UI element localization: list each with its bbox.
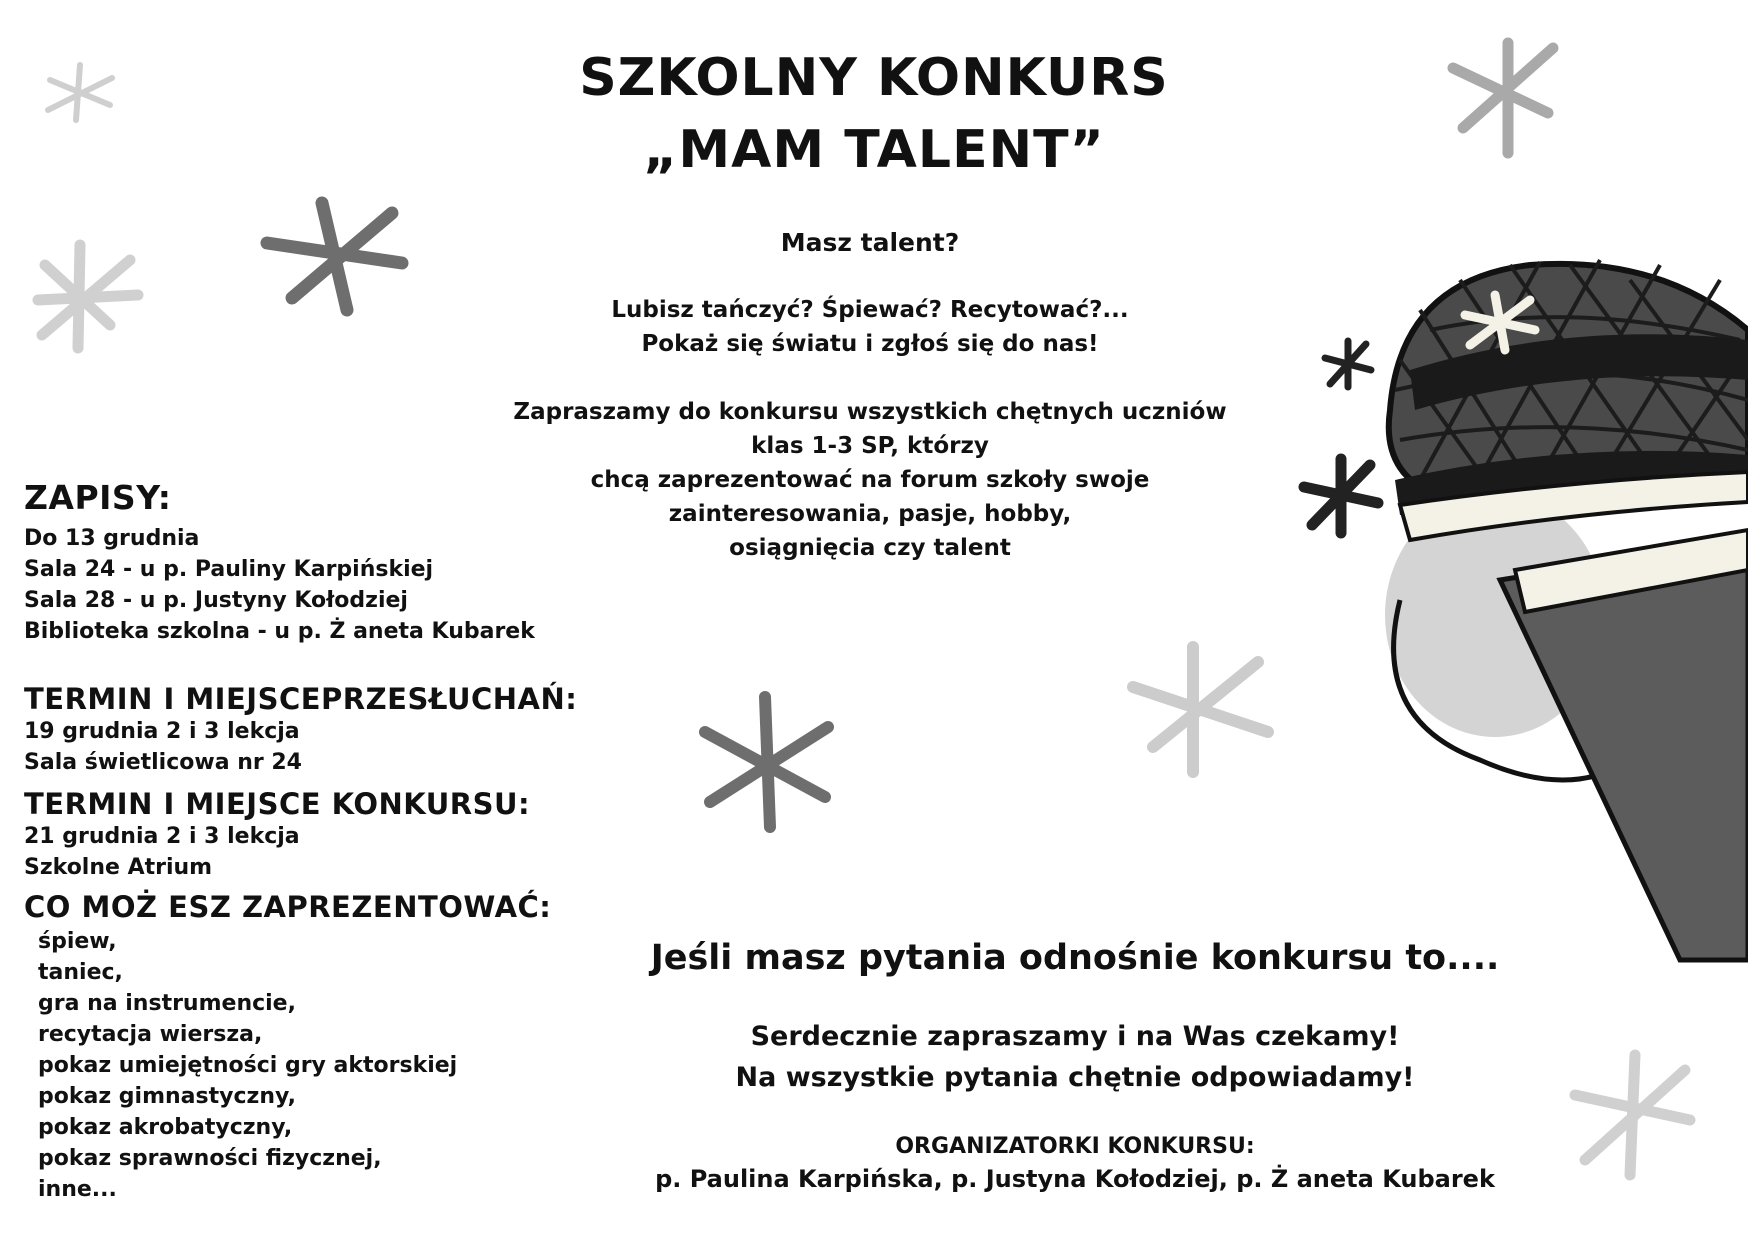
presentation-item: pokaz umiejętności gry aktorskiej [38,1053,458,1078]
presentation-section [24,890,551,1205]
organizers-heading: ORGANIZATORKI KONKURSU: [895,1134,1255,1159]
thanks-line: Na wszystkie pytania chętnie odpowiadamy! [735,1062,1415,1093]
presentation-item: gra na instrumencie, [38,991,296,1016]
star-icon [700,692,835,832]
auditions-line: 19 grudnia 2 i 3 lekcja [24,719,300,744]
invite-line: Zapraszamy do konkursu wszystkich chętnych uczniów [513,399,1227,425]
contest-section [24,787,530,883]
registration-heading: ZAPISY: [24,478,172,517]
questions-heading: Jeśli masz pytania odnośnie konkursu to.... [650,938,1500,978]
invite-line: zainteresowania, pasje, hobby, [668,501,1072,527]
invite-line: osiągnięcia czy talent [729,535,1011,561]
contest-heading: TERMIN I MIEJSCE KONKURSU: [24,787,531,821]
thanks-line: Serdecznie zapraszamy i na Was czekamy! [750,1021,1400,1052]
star-icon [30,240,145,355]
organizers-names: p. Paulina Karpińska, p. Justyna Kołodziej, p. Ż aneta Kubarek [655,1165,1495,1193]
invite-line: klas 1-3 SP, którzy [751,433,989,459]
intro-question: Masz talent? [780,228,960,257]
auditions-heading: TERMIN I MIEJSCEPRZESŁUCHAŃ: [24,682,578,716]
registration-line: Sala 24 - u p. Pauliny Karpińskiej [24,557,434,582]
presentation-item: taniec, [38,960,123,985]
contest-line: Szkolne Atrium [24,855,213,880]
invite-text [420,395,1320,565]
presentation-heading: CO MOŻ ESZ ZAPREZENTOWAĆ: [24,890,552,924]
organizers-block [560,1134,1590,1193]
intro-line: Lubisz tańczyć? Śpiewać? Recytować?... [611,297,1129,323]
presentation-item: pokaz akrobatyczny, [38,1115,293,1140]
presentation-item: pokaz sprawności fizycznej, [38,1146,382,1171]
contest-line: 21 grudnia 2 i 3 lekcja [24,824,300,849]
registration-line: Sala 28 - u p. Justyny Kołodziej [24,588,408,613]
presentation-item: inne... [38,1177,117,1202]
intro-lines [420,293,1320,361]
presentation-item: pokaz gimnastyczny, [38,1084,296,1109]
star-icon [262,198,412,318]
intro-block [420,228,1320,565]
title-line-1: SZKOLNY KONKURS [579,48,1169,108]
presentation-item: recytacja wiersza, [38,1022,263,1047]
auditions-section [24,682,577,778]
registration-section [24,478,535,647]
invite-line: chcą zaprezentować na forum szkoły swoje [590,467,1150,493]
microphone-illustration [1340,240,1748,960]
auditions-line: Sala świetlicowa nr 24 [24,750,302,775]
star-icon [1128,642,1273,777]
presentation-item: śpiew, [38,929,117,954]
registration-line: Biblioteka szkolna - u p. Ż aneta Kubarek [24,619,535,644]
title-line-2: „MAM TALENT” [643,120,1105,180]
thanks-block [560,1016,1590,1098]
intro-line: Pokaż się światu i zgłoś się do nas! [641,331,1099,357]
poster-title [0,48,1748,180]
registration-line: Do 13 grudnia [24,526,200,551]
